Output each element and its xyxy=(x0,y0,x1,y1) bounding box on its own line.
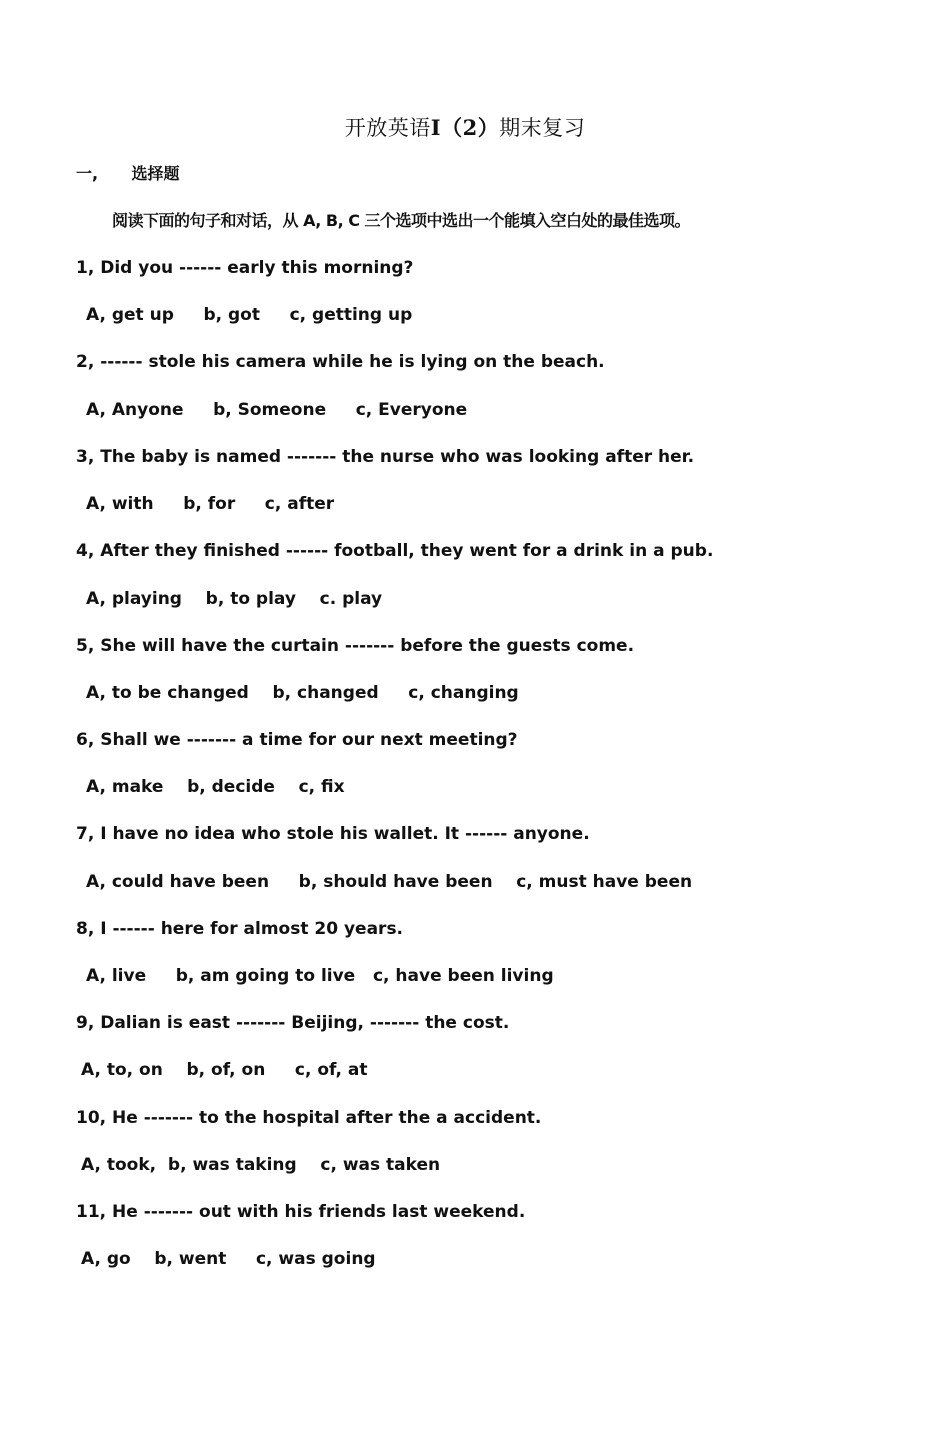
question-5: 5, She will have the curtain ------- before the guests come. xyxy=(76,636,635,656)
question-6: 6, Shall we ------- a time for our next meeting? xyxy=(76,730,518,750)
options-10: A, took, b, was taking c, was taken xyxy=(81,1155,441,1175)
question-7: 7, I have no idea who stole his wallet. It ------ anyone. xyxy=(76,824,590,844)
question-2: 2, ------ stole his camera while he is lying on the beach. xyxy=(76,352,605,372)
options-9: A, to, on b, of, on c, of, at xyxy=(81,1060,368,1080)
question-11: 11, He ------- out with his friends last weekend. xyxy=(76,1202,526,1222)
question-4: 4, After they finished ------ football, they went for a drink in a pub. xyxy=(76,541,714,561)
title-suffix: 期末复习 xyxy=(499,116,586,140)
question-3: 3, The baby is named ------- the nurse who was looking after her. xyxy=(76,447,695,467)
question-10: 10, He ------- to the hospital after the a accident. xyxy=(76,1108,542,1128)
options-3: A, with b, for c, after xyxy=(86,494,335,514)
options-5: A, to be changed b, changed c, changing xyxy=(86,683,519,703)
options-4: A, playing b, to play c. play xyxy=(86,589,383,609)
options-1: A, get up b, got c, getting up xyxy=(86,305,413,325)
instruction-text: 阅读下面的句子和对话，从 A, B, C 三个选项中选出一个能填入空白处的最佳选项。 xyxy=(112,211,691,230)
title-level: I（2） xyxy=(430,115,500,140)
question-1: 1, Did you ------ early this morning? xyxy=(76,258,414,278)
question-8: 8, I ------ here for almost 20 years. xyxy=(76,919,404,939)
title-prefix: 开放英语 xyxy=(344,116,431,140)
options-11: A, go b, went c, was going xyxy=(81,1249,376,1269)
options-2: A, Anyone b, Someone c, Everyone xyxy=(86,400,468,420)
options-7: A, could have been b, should have been c, must have been xyxy=(86,872,693,892)
document-title xyxy=(0,112,930,142)
question-9: 9, Dalian is east ------- Beijing, ------- the cost. xyxy=(76,1013,510,1033)
options-6: A, make b, decide c, fix xyxy=(86,777,345,797)
options-8: A, live b, am going to live c, have been living xyxy=(86,966,554,986)
section-heading: 一, 选择题 xyxy=(76,164,180,183)
